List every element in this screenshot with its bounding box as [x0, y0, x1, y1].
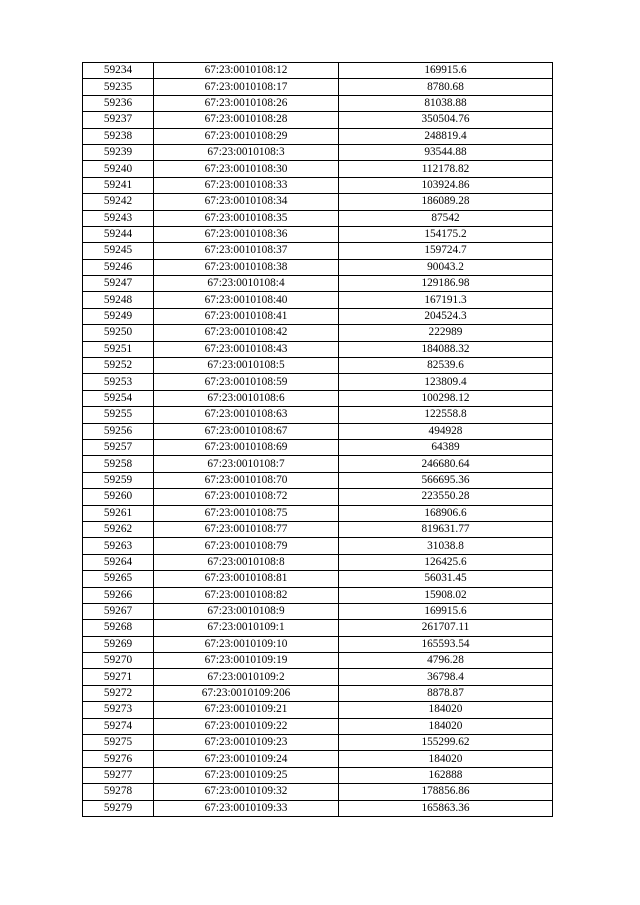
table-row: [83, 653, 553, 669]
row-number-cell: 59253: [83, 374, 154, 390]
row-number-cell: 59254: [83, 390, 154, 406]
value-cell: 93544.88: [339, 144, 553, 160]
table-row: [83, 718, 553, 734]
table-row: [83, 472, 553, 488]
cadastral-number-cell: 67:23:0010108:28: [154, 112, 339, 128]
row-number-cell: 59239: [83, 144, 154, 160]
table-row: [83, 521, 553, 537]
value-cell: 167191.3: [339, 292, 553, 308]
table-row: [83, 259, 553, 275]
value-cell: 126425.6: [339, 554, 553, 570]
value-cell: 82539.6: [339, 358, 553, 374]
cadastral-number-cell: 67:23:0010108:40: [154, 292, 339, 308]
table-row: [83, 112, 553, 128]
value-cell: 169915.6: [339, 603, 553, 619]
table-body: [83, 63, 553, 817]
cadastral-number-cell: 67:23:0010108:8: [154, 554, 339, 570]
row-number-cell: 59249: [83, 308, 154, 324]
cadastral-number-cell: 67:23:0010109:32: [154, 784, 339, 800]
value-cell: 159724.7: [339, 243, 553, 259]
value-cell: 56031.45: [339, 571, 553, 587]
table-row: [83, 456, 553, 472]
cadastral-number-cell: 67:23:0010108:36: [154, 226, 339, 242]
cadastral-number-cell: 67:23:0010109:2: [154, 669, 339, 685]
table-row: [83, 685, 553, 701]
table-row: [83, 800, 553, 816]
cadastral-number-cell: 67:23:0010108:42: [154, 325, 339, 341]
table-row: [83, 95, 553, 111]
row-number-cell: 59238: [83, 128, 154, 144]
row-number-cell: 59261: [83, 505, 154, 521]
value-cell: 155299.62: [339, 735, 553, 751]
table-row: [83, 374, 553, 390]
row-number-cell: 59243: [83, 210, 154, 226]
value-cell: 165593.54: [339, 636, 553, 652]
table-row: [83, 79, 553, 95]
cadastral-number-cell: 67:23:0010108:77: [154, 521, 339, 537]
value-cell: 819631.77: [339, 521, 553, 537]
table-row: [83, 194, 553, 210]
table-row: [83, 669, 553, 685]
row-number-cell: 59273: [83, 702, 154, 718]
value-cell: 87542: [339, 210, 553, 226]
cadastral-number-cell: 67:23:0010108:67: [154, 423, 339, 439]
table-row: [83, 587, 553, 603]
value-cell: 222989: [339, 325, 553, 341]
cadastral-number-cell: 67:23:0010108:72: [154, 489, 339, 505]
value-cell: 36798.4: [339, 669, 553, 685]
cadastral-number-cell: 67:23:0010108:59: [154, 374, 339, 390]
table-row: [83, 341, 553, 357]
cadastral-number-cell: 67:23:0010109:21: [154, 702, 339, 718]
cadastral-number-cell: 67:23:0010108:9: [154, 603, 339, 619]
row-number-cell: 59271: [83, 669, 154, 685]
row-number-cell: 59278: [83, 784, 154, 800]
cadastral-number-cell: 67:23:0010108:43: [154, 341, 339, 357]
table-row: [83, 292, 553, 308]
table-row: [83, 554, 553, 570]
row-number-cell: 59259: [83, 472, 154, 488]
cadastral-number-cell: 67:23:0010108:63: [154, 407, 339, 423]
cadastral-number-cell: 67:23:0010108:30: [154, 161, 339, 177]
cadastral-number-cell: 67:23:0010108:69: [154, 439, 339, 455]
row-number-cell: 59272: [83, 685, 154, 701]
row-number-cell: 59247: [83, 276, 154, 292]
table-row: [83, 571, 553, 587]
cadastral-number-cell: 67:23:0010108:41: [154, 308, 339, 324]
value-cell: 184020: [339, 751, 553, 767]
cadastral-number-cell: 67:23:0010109:23: [154, 735, 339, 751]
cadastral-number-cell: 67:23:0010108:79: [154, 538, 339, 554]
row-number-cell: 59257: [83, 439, 154, 455]
value-cell: 246680.64: [339, 456, 553, 472]
value-cell: 4796.28: [339, 653, 553, 669]
row-number-cell: 59258: [83, 456, 154, 472]
value-cell: 168906.6: [339, 505, 553, 521]
cadastral-number-cell: 67:23:0010108:7: [154, 456, 339, 472]
cadastral-number-cell: 67:23:0010109:24: [154, 751, 339, 767]
row-number-cell: 59262: [83, 521, 154, 537]
value-cell: 90043.2: [339, 259, 553, 275]
table-row: [83, 439, 553, 455]
cadastral-number-cell: 67:23:0010108:12: [154, 63, 339, 79]
table-row: [83, 702, 553, 718]
value-cell: 169915.6: [339, 63, 553, 79]
cadastral-number-cell: 67:23:0010109:33: [154, 800, 339, 816]
row-number-cell: 59256: [83, 423, 154, 439]
table-row: [83, 226, 553, 242]
cadastral-number-cell: 67:23:0010108:34: [154, 194, 339, 210]
row-number-cell: 59268: [83, 620, 154, 636]
table-row: [83, 308, 553, 324]
cadastral-number-cell: 67:23:0010109:1: [154, 620, 339, 636]
value-cell: 178856.86: [339, 784, 553, 800]
value-cell: 165863.36: [339, 800, 553, 816]
row-number-cell: 59275: [83, 735, 154, 751]
row-number-cell: 59264: [83, 554, 154, 570]
cadastral-number-cell: 67:23:0010109:22: [154, 718, 339, 734]
row-number-cell: 59251: [83, 341, 154, 357]
value-cell: 8780.68: [339, 79, 553, 95]
table-row: [83, 243, 553, 259]
row-number-cell: 59246: [83, 259, 154, 275]
value-cell: 129186.98: [339, 276, 553, 292]
cadastral-number-cell: 67:23:0010108:75: [154, 505, 339, 521]
value-cell: 100298.12: [339, 390, 553, 406]
row-number-cell: 59276: [83, 751, 154, 767]
row-number-cell: 59234: [83, 63, 154, 79]
value-cell: 494928: [339, 423, 553, 439]
value-cell: 154175.2: [339, 226, 553, 242]
cadastral-number-cell: 67:23:0010108:37: [154, 243, 339, 259]
cadastral-number-cell: 67:23:0010108:4: [154, 276, 339, 292]
table-row: [83, 128, 553, 144]
row-number-cell: 59267: [83, 603, 154, 619]
table-row: [83, 144, 553, 160]
row-number-cell: 59250: [83, 325, 154, 341]
value-cell: 31038.8: [339, 538, 553, 554]
value-cell: 248819.4: [339, 128, 553, 144]
row-number-cell: 59245: [83, 243, 154, 259]
table-row: [83, 210, 553, 226]
table-row: [83, 784, 553, 800]
value-cell: 123809.4: [339, 374, 553, 390]
value-cell: 112178.82: [339, 161, 553, 177]
table-row: [83, 505, 553, 521]
row-number-cell: 59237: [83, 112, 154, 128]
value-cell: 184020: [339, 702, 553, 718]
table-row: [83, 751, 553, 767]
cadastral-number-cell: 67:23:0010108:5: [154, 358, 339, 374]
row-number-cell: 59236: [83, 95, 154, 111]
table-row: [83, 423, 553, 439]
row-number-cell: 59244: [83, 226, 154, 242]
value-cell: 8878.87: [339, 685, 553, 701]
value-cell: 186089.28: [339, 194, 553, 210]
table-row: [83, 161, 553, 177]
table-row: [83, 63, 553, 79]
row-number-cell: 59270: [83, 653, 154, 669]
cadastral-number-cell: 67:23:0010108:38: [154, 259, 339, 275]
table-row: [83, 735, 553, 751]
cadastral-value-table: [82, 62, 553, 817]
cadastral-number-cell: 67:23:0010108:6: [154, 390, 339, 406]
cadastral-number-cell: 67:23:0010108:70: [154, 472, 339, 488]
row-number-cell: 59266: [83, 587, 154, 603]
value-cell: 15908.02: [339, 587, 553, 603]
row-number-cell: 59235: [83, 79, 154, 95]
cadastral-number-cell: 67:23:0010108:3: [154, 144, 339, 160]
table-row: [83, 603, 553, 619]
cadastral-number-cell: 67:23:0010109:10: [154, 636, 339, 652]
table-row: [83, 489, 553, 505]
table-row: [83, 276, 553, 292]
row-number-cell: 59252: [83, 358, 154, 374]
cadastral-number-cell: 67:23:0010109:25: [154, 767, 339, 783]
row-number-cell: 59240: [83, 161, 154, 177]
table-row: [83, 390, 553, 406]
value-cell: 64389: [339, 439, 553, 455]
row-number-cell: 59265: [83, 571, 154, 587]
row-number-cell: 59279: [83, 800, 154, 816]
row-number-cell: 59241: [83, 177, 154, 193]
table-row: [83, 620, 553, 636]
value-cell: 566695.36: [339, 472, 553, 488]
row-number-cell: 59277: [83, 767, 154, 783]
row-number-cell: 59263: [83, 538, 154, 554]
table-row: [83, 358, 553, 374]
row-number-cell: 59248: [83, 292, 154, 308]
row-number-cell: 59274: [83, 718, 154, 734]
value-cell: 184088.32: [339, 341, 553, 357]
value-cell: 184020: [339, 718, 553, 734]
cadastral-number-cell: 67:23:0010108:33: [154, 177, 339, 193]
cadastral-number-cell: 67:23:0010108:82: [154, 587, 339, 603]
cadastral-number-cell: 67:23:0010108:26: [154, 95, 339, 111]
value-cell: 223550.28: [339, 489, 553, 505]
table-row: [83, 538, 553, 554]
cadastral-number-cell: 67:23:0010108:29: [154, 128, 339, 144]
table-row: [83, 177, 553, 193]
table-row: [83, 636, 553, 652]
value-cell: 204524.3: [339, 308, 553, 324]
cadastral-number-cell: 67:23:0010109:206: [154, 685, 339, 701]
row-number-cell: 59260: [83, 489, 154, 505]
table-row: [83, 407, 553, 423]
value-cell: 350504.76: [339, 112, 553, 128]
value-cell: 122558.8: [339, 407, 553, 423]
row-number-cell: 59255: [83, 407, 154, 423]
value-cell: 103924.86: [339, 177, 553, 193]
value-cell: 261707.11: [339, 620, 553, 636]
table-row: [83, 325, 553, 341]
cadastral-number-cell: 67:23:0010108:35: [154, 210, 339, 226]
cadastral-number-cell: 67:23:0010108:81: [154, 571, 339, 587]
value-cell: 81038.88: [339, 95, 553, 111]
cadastral-number-cell: 67:23:0010109:19: [154, 653, 339, 669]
table-row: [83, 767, 553, 783]
cadastral-number-cell: 67:23:0010108:17: [154, 79, 339, 95]
row-number-cell: 59242: [83, 194, 154, 210]
row-number-cell: 59269: [83, 636, 154, 652]
value-cell: 162888: [339, 767, 553, 783]
